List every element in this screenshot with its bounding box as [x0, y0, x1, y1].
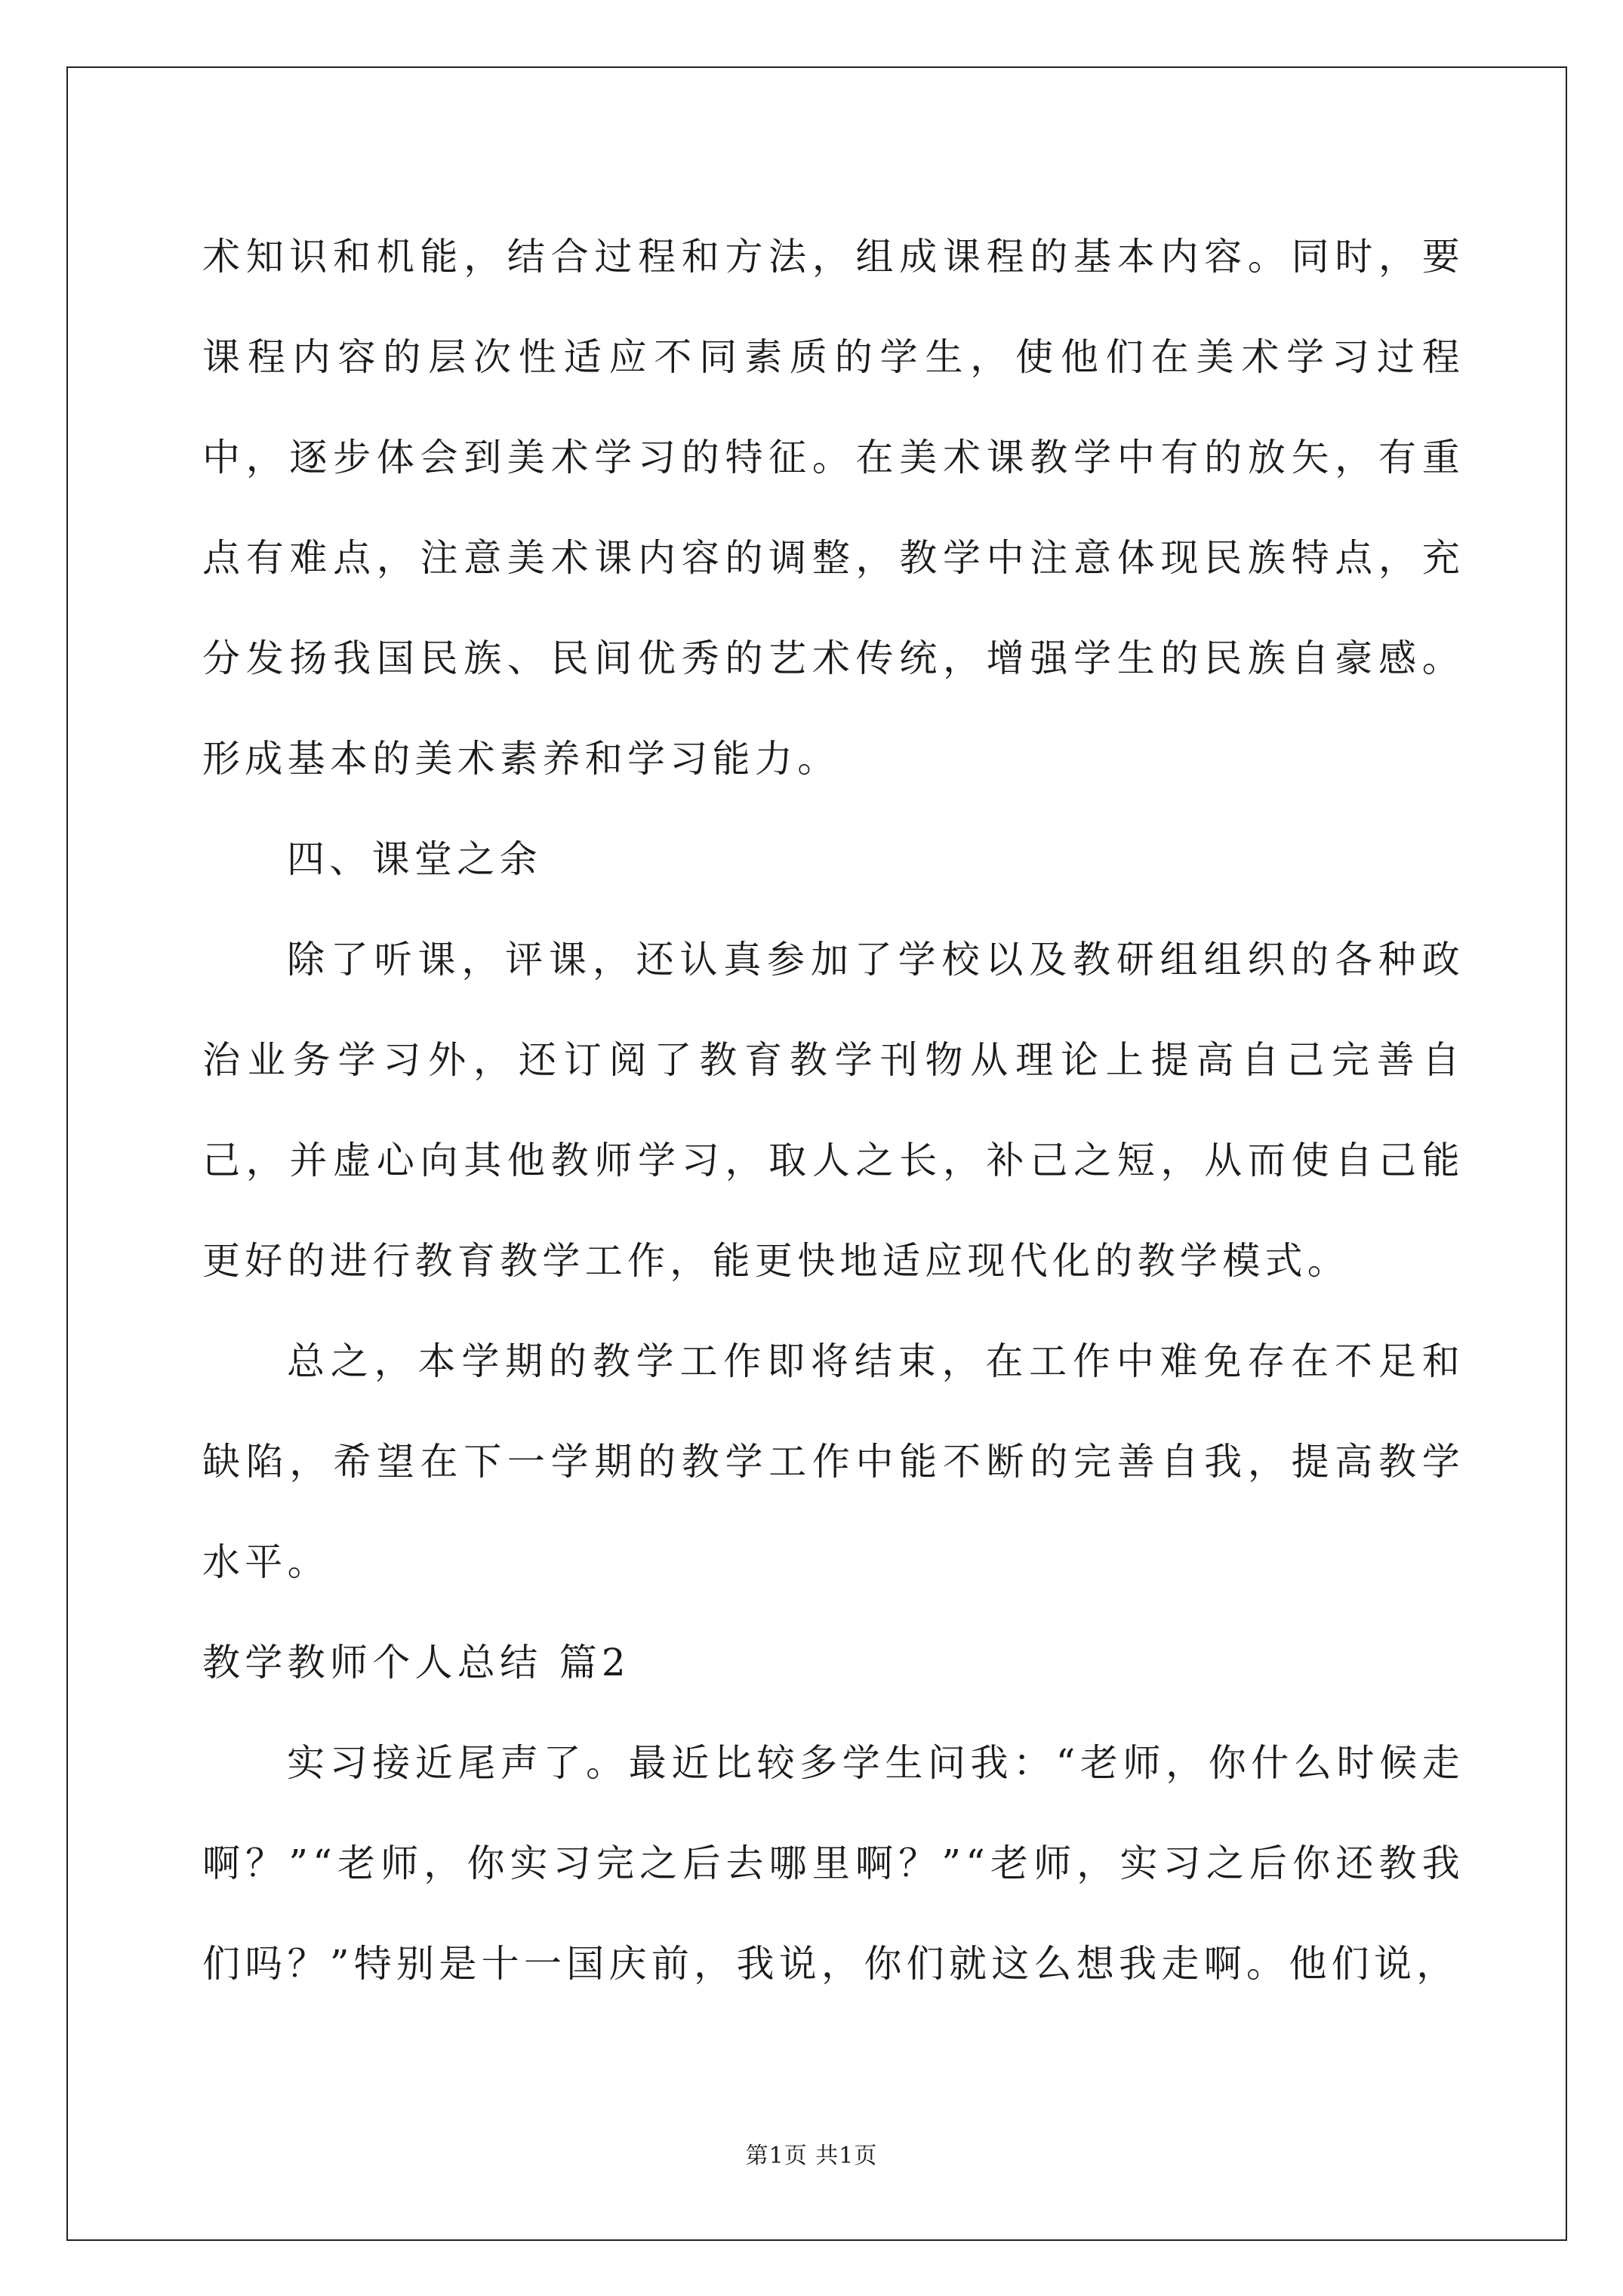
paragraph-internship: 实习接近尾声了。最近比较多学生问我：“老师，你什么时候走啊？”“老师，你实习完之后去哪里啊？”“老师，实习之后你还教我们吗？”特别是十一国庆前，我说，你们就这么想我走啊。他们说，	[202, 1741, 1464, 1986]
section-heading-after-class: 四、课堂之余	[287, 837, 542, 881]
document-body	[202, 207, 1464, 2014]
paragraph-study: 除了听课，评课，还认真参加了学校以及教研组组织的各种政治业务学习外，还订阅了教育教学刊物从理论上提高自己完善自己，并虚心向其他教师学习，取人之长，补己之短，从而使自己能更好的进行教育教学工作，能更快地适应现代化的教学模式。	[202, 938, 1464, 1283]
paragraph-conclusion: 总之，本学期的教学工作即将结束，在工作中难免存在不足和缺陷，希望在下一学期的教学工作中能不断的完善自我，提高教学水平。	[202, 1339, 1464, 1584]
paragraph-art-curriculum: 术知识和机能，结合过程和方法，组成课程的基本内容。同时，要课程内容的层次性适应不同素质的学生，使他们在美术学习过程中，逐步体会到美术学习的特征。在美术课教学中有的放矢，有重点有难点，注意美术课内容的调整，教学中注意体现民族特点，充分发扬我国民族、民间优秀的艺术传统，增强学生的民族自豪感。形成基本的美术素养和学习能力。	[202, 235, 1464, 781]
article-heading-part-2: 教学教师个人总结 篇2	[202, 1641, 631, 1684]
page-footer: 第1页 共1页	[745, 2143, 878, 2169]
